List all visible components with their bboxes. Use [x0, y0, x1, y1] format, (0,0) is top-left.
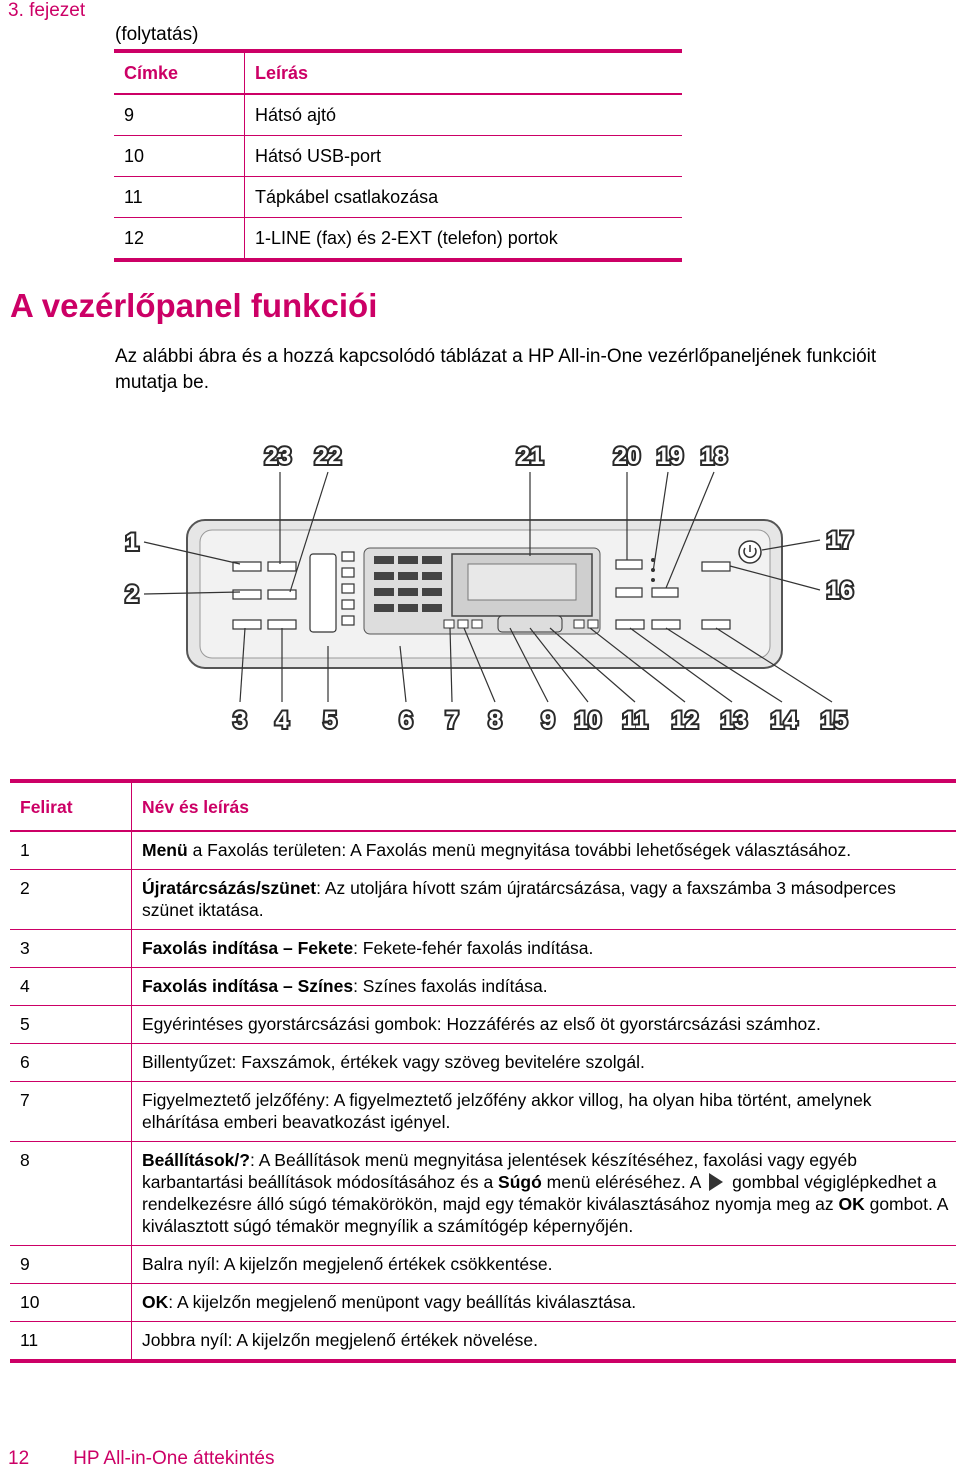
table-row	[10, 1082, 956, 1142]
rear-ports-table	[114, 49, 682, 262]
help-menu-name: Súgó	[498, 1172, 542, 1192]
feature-name: OK	[142, 1292, 169, 1312]
callout-19: 19	[656, 443, 684, 470]
row-label: 10	[114, 136, 245, 177]
feature-text: Figyelmeztető jelzőfény: A figyelmeztető jelzőfény akkor villog, ha olyan hiba történt, amelynek elhárítása emberi beavatkozást igényel.	[142, 1090, 872, 1132]
row-description	[132, 1142, 957, 1246]
row-description	[132, 968, 957, 1006]
feature-text: : A Beállítások menü megnyitása jelentések készítéséhez, faxolási vagy egyéb karbantartási beállítások módosításához és a	[142, 1150, 857, 1192]
chapter-header: 3. fejezet	[8, 0, 86, 21]
callout-21: 21	[516, 443, 544, 470]
row-description	[132, 831, 957, 870]
feature-text: Egyérintéses gyorstárcsázási gombok: Hozzáférés az első öt gyorstárcsázási számhoz.	[142, 1014, 821, 1034]
feature-text: : Színes faxolás indítása.	[353, 976, 548, 996]
callout-10: 10	[574, 707, 602, 734]
callout-11: 11	[622, 707, 648, 734]
table-row	[10, 968, 956, 1006]
callout-7: 7	[445, 707, 459, 734]
row-number: 9	[10, 1246, 132, 1284]
row-description: 1-LINE (fax) és 2-EXT (telefon) portok	[245, 218, 683, 261]
feature-text: gombot. A kiválasztott súgó témakör megnyílik a számítógép képernyőjén.	[142, 1194, 948, 1236]
row-number: 8	[10, 1142, 132, 1246]
callout-14: 14	[770, 707, 798, 734]
callout-16: 16	[826, 577, 854, 604]
control-panel-diagram	[100, 432, 880, 744]
ok-button-name: OK	[838, 1194, 865, 1214]
feature-name: Faxolás indítása – Színes	[142, 976, 354, 996]
table-row	[114, 136, 682, 177]
feature-text: Billentyűzet: Faxszámok, értékek vagy szöveg bevitelére szolgál.	[142, 1052, 645, 1072]
row-number: 6	[10, 1044, 132, 1082]
table-row	[10, 1284, 956, 1322]
callout-4: 4	[275, 707, 289, 734]
callout-17: 17	[826, 527, 854, 554]
page-footer	[8, 1448, 319, 1470]
row-label: 9	[114, 94, 245, 136]
callout-18: 18	[700, 443, 728, 470]
table-row	[10, 1006, 956, 1044]
table-header-row	[114, 51, 682, 94]
row-label: 11	[114, 177, 245, 218]
column-header-description: Leírás	[245, 51, 683, 94]
feature-text: menü eléréséhez. A	[541, 1172, 706, 1192]
continued-label: (folytatás)	[115, 24, 199, 45]
table-row	[10, 831, 956, 870]
feature-text: a Faxolás területen: A Faxolás menü megnyitása további lehetőségek választásához.	[187, 840, 852, 860]
table-row	[10, 870, 956, 930]
feature-name: Beállítások/?	[142, 1150, 250, 1170]
row-number: 7	[10, 1082, 132, 1142]
callout-22: 22	[314, 443, 342, 470]
row-description	[132, 1044, 957, 1082]
row-label: 12	[114, 218, 245, 261]
callout-15: 15	[820, 707, 848, 734]
table-row	[10, 1322, 956, 1362]
row-description	[132, 1082, 957, 1142]
table-row	[114, 218, 682, 261]
column-header-label: Címke	[114, 51, 245, 94]
row-description	[132, 1246, 957, 1284]
row-number: 11	[10, 1322, 132, 1362]
row-description	[132, 1284, 957, 1322]
callout-12: 12	[671, 707, 699, 734]
feature-text: : Az utoljára hívott szám újratárcsázása, vagy a faxszámba 3 másodperces szünet iktatása.	[142, 878, 896, 920]
page-number: 12	[8, 1448, 30, 1469]
row-number: 5	[10, 1006, 132, 1044]
table-row	[10, 1044, 956, 1082]
feature-text: : A kijelzőn megjelenő menüpont vagy beállítás kiválasztása.	[168, 1292, 637, 1312]
footer-title: HP All-in-One áttekintés	[73, 1448, 275, 1469]
row-description	[132, 870, 957, 930]
row-number: 4	[10, 968, 132, 1006]
feature-text: Balra nyíl: A kijelzőn megjelenő értékek csökkentése.	[142, 1254, 553, 1274]
row-description: Hátsó ajtó	[245, 94, 683, 136]
table-row	[10, 1246, 956, 1284]
row-description	[132, 1322, 957, 1362]
callout-8: 8	[488, 707, 502, 734]
callout-3: 3	[233, 707, 247, 734]
callout-23: 23	[264, 443, 292, 470]
feature-name: Menü	[142, 840, 188, 860]
row-number: 10	[10, 1284, 132, 1322]
right-arrow-icon	[709, 1173, 723, 1191]
feature-text: Jobbra nyíl: A kijelzőn megjelenő értékek növelése.	[142, 1330, 538, 1350]
feature-text: gombbal végiglépkedhet a rendelkezésre álló súgó témakörökön, majd egy témakör kiválasztásához nyomja meg az	[142, 1172, 937, 1214]
column-header-caption: Felirat	[10, 781, 132, 831]
row-number: 3	[10, 930, 132, 968]
section-intro: Az alábbi ábra és a hozzá kapcsolódó táblázat a HP All-in-One vezérlőpaneljének funkcióit mutatja be.	[115, 346, 877, 393]
row-description: Tápkábel csatlakozása	[245, 177, 683, 218]
callout-5: 5	[323, 707, 337, 734]
callout-1: 1	[125, 529, 139, 556]
row-description	[132, 1006, 957, 1044]
control-panel-illustration	[187, 520, 782, 668]
table-row	[114, 94, 682, 136]
row-description	[132, 930, 957, 968]
feature-text: : Fekete-fehér faxolás indítása.	[353, 938, 594, 958]
table-row	[10, 1142, 956, 1246]
callout-6: 6	[399, 707, 413, 734]
table-row	[114, 177, 682, 218]
row-description: Hátsó USB-port	[245, 136, 683, 177]
callout-20: 20	[613, 443, 641, 470]
feature-name: Faxolás indítása – Fekete	[142, 938, 354, 958]
callout-2: 2	[125, 581, 139, 608]
control-panel-features-table	[10, 779, 956, 1363]
table-row	[10, 930, 956, 968]
row-number: 2	[10, 870, 132, 930]
feature-name: Újratárcsázás/szünet	[142, 878, 317, 898]
table-header-row	[10, 781, 956, 831]
row-number: 1	[10, 831, 132, 870]
section-title: A vezérlőpanel funkciói	[10, 287, 378, 324]
callout-9: 9	[541, 707, 555, 734]
column-header-name-description: Név és leírás	[132, 781, 957, 831]
callout-13: 13	[720, 707, 748, 734]
